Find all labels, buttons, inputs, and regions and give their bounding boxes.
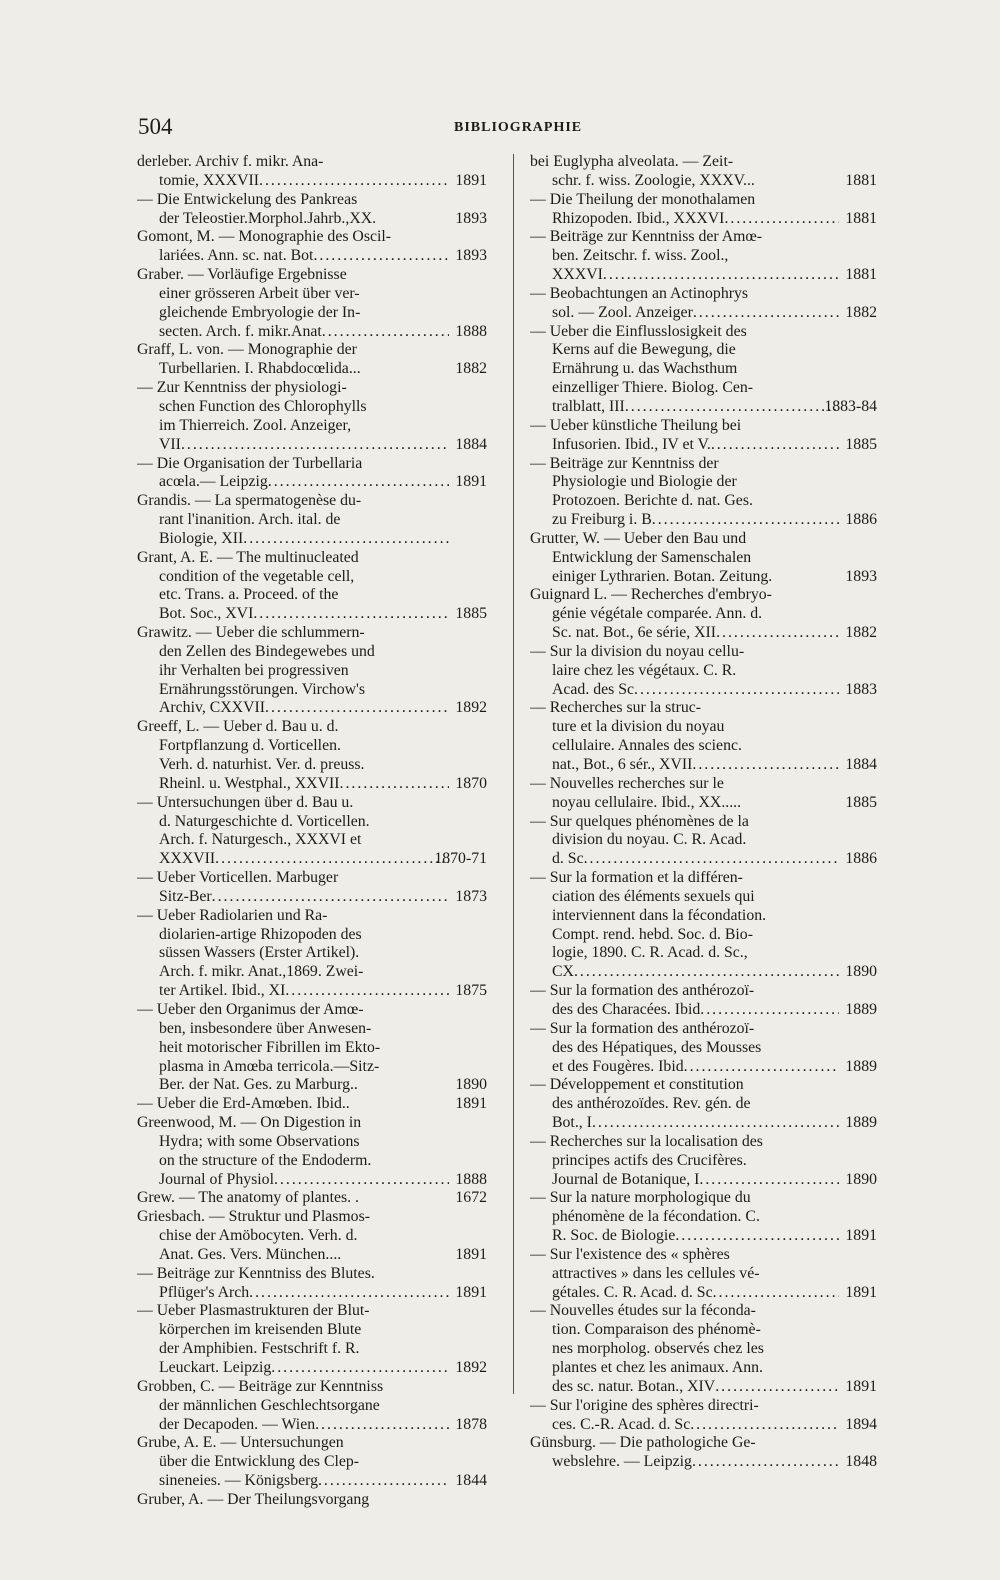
- entry-text: génie végétale comparée. Ann. d.: [552, 605, 763, 623]
- dot-leader: [285, 982, 449, 1001]
- bibliography-entry: [137, 1095, 487, 1114]
- bibliography-entry: [530, 455, 877, 530]
- entry-text: Guignard L. — Recherches d'embryo-: [530, 586, 772, 604]
- entry-text: cellulaire. Annales des scienc.: [552, 737, 742, 755]
- entry-text: principes actifs des Crucifères.: [552, 1151, 747, 1169]
- entry-text: etc. Trans. a. Proceed. of the: [159, 586, 339, 604]
- entry-text: on the structure of the Endoderm.: [159, 1151, 372, 1169]
- bibliography-entry: [137, 1491, 487, 1510]
- entry-year: 1870: [455, 774, 487, 792]
- entry-text: Bot., I: [552, 1114, 592, 1132]
- dot-leader: [692, 1453, 839, 1472]
- entry-year: 1891: [845, 1283, 877, 1301]
- entry-text: — Sur la nature morphologique du: [530, 1189, 751, 1207]
- left-column: [137, 153, 487, 1510]
- entry-text: chise der Amöbocyten. Verh. d.: [159, 1227, 358, 1245]
- dot-leader: [340, 775, 449, 794]
- entry-text: — Nouvelles recherches sur le: [530, 774, 724, 792]
- entry-text: schen Function des Chlorophylls: [159, 397, 367, 415]
- entry-text: Griesbach. — Struktur und Plasmos-: [137, 1208, 370, 1226]
- dot-leader: [313, 247, 449, 266]
- entry-text: Acad. des Sc: [552, 680, 635, 698]
- entry-text: acœla.— Leipzig: [159, 473, 268, 491]
- entry-text: sineneies. — Königsberg: [159, 1472, 318, 1490]
- dot-leader: [212, 888, 449, 907]
- entry-year: 1881: [845, 209, 877, 227]
- entry-text: — Die Organisation der Turbellaria: [137, 454, 363, 472]
- entry-text: Anat. Ges. Vers. München....: [159, 1245, 342, 1263]
- dot-leader: [700, 1001, 839, 1020]
- entry-year: 1894: [845, 1415, 877, 1433]
- bibliography-entry: [137, 869, 487, 907]
- bibliography-entry: [137, 266, 487, 341]
- entry-year: 1873: [455, 887, 487, 905]
- entry-text: — Sur quelques phénomènes de la: [530, 812, 749, 830]
- dot-leader: [634, 681, 839, 700]
- entry-text: ben, insbesondere über Anwesen-: [159, 1019, 372, 1037]
- entry-year: 1893: [455, 209, 487, 227]
- entry-text: — Untersuchungen über d. Bau u.: [137, 793, 354, 811]
- entry-text: Turbellarien. I. Rhabdocœlida...: [159, 360, 361, 378]
- entry-text: Rheinl. u. Westphal., XXVII: [159, 774, 340, 792]
- entry-year: 1891: [455, 1283, 487, 1301]
- entry-text: zu Freiburg i. B: [552, 511, 652, 529]
- entry-text: ben. Zeitschr. f. wiss. Zool.,: [552, 247, 729, 265]
- bibliography-entry: [137, 549, 487, 624]
- entry-text: logie, 1890. C. R. Acad. d. Sc.,: [552, 944, 748, 962]
- entry-text: — Ueber Vorticellen. Marbuger: [137, 869, 339, 887]
- entry-text: phénomène de la fécondation. C.: [552, 1208, 760, 1226]
- entry-year: 1890: [845, 1170, 877, 1188]
- entry-year: 1881: [845, 266, 877, 284]
- entry-year: 1870-71: [434, 850, 487, 868]
- dot-leader: [652, 511, 839, 530]
- entry-text: laire chez les végétaux. C. R.: [552, 661, 737, 679]
- entry-text: — Recherches sur la localisation des: [530, 1132, 763, 1150]
- bibliography-entry: [530, 869, 877, 982]
- bibliography-entry: [530, 285, 877, 323]
- entry-text: Grandis. — La spermatogenèse du-: [137, 492, 362, 510]
- entry-text: XXXVI: [552, 266, 603, 284]
- entry-text: d. Naturgeschichte d. Vorticellen.: [159, 812, 370, 830]
- entry-text: Arch. f. mikr. Anat.,1869. Zwei-: [159, 963, 364, 981]
- entry-text: — Beiträge zur Kenntniss des Blutes.: [137, 1264, 375, 1282]
- bibliography-entry: [530, 323, 877, 417]
- entry-text: körperchen im kreisenden Blute: [159, 1321, 362, 1339]
- bibliography-entry: [137, 1434, 487, 1491]
- bibliography-entry: [137, 153, 487, 191]
- entry-text: Grew. — The anatomy of plantes. .: [137, 1189, 359, 1207]
- dot-leader: [690, 1416, 839, 1435]
- entry-text: Gomont, M. — Monographie des Oscil-: [137, 228, 392, 246]
- entry-text: derleber. Archiv f. mikr. Ana-: [137, 153, 324, 170]
- entry-text: süssen Wassers (Erster Artikel).: [159, 944, 360, 962]
- dot-leader: [716, 624, 839, 643]
- bibliography-entry: [137, 1189, 487, 1208]
- dot-leader: [693, 304, 839, 323]
- dot-leader: [181, 436, 449, 455]
- entry-text: gétales. C. R. Acad. d. Sc: [552, 1283, 713, 1301]
- entry-year: 1883: [845, 680, 877, 698]
- entry-year: 1888: [455, 1170, 487, 1188]
- bibliography-entry: [137, 1378, 487, 1435]
- entry-year: 1882: [455, 360, 487, 378]
- entry-text: nes morpholog. observés chez les: [552, 1340, 764, 1358]
- entry-text: — Sur la division du noyau cellu-: [530, 642, 745, 660]
- bibliography-entry: [530, 1246, 877, 1303]
- bibliography-entry: [137, 1302, 487, 1377]
- dot-leader: [315, 1416, 449, 1435]
- entry-text: Grant, A. E. — The multinucleated: [137, 548, 359, 566]
- dot-leader: [268, 473, 449, 492]
- dot-leader: [318, 1472, 449, 1491]
- entry-text: — Ueber die Einflusslosigkeit des: [530, 322, 747, 340]
- dot-leader: [243, 530, 449, 549]
- entry-text: der Decapoden. — Wien: [159, 1415, 316, 1433]
- entry-text: Physiologie und Biologie der: [552, 473, 737, 491]
- entry-year: 1891: [455, 171, 487, 189]
- entry-year: 1884: [845, 756, 877, 773]
- bibliography-entry: [530, 228, 877, 285]
- entry-text: Grutter, W. — Ueber den Bau und: [530, 529, 747, 547]
- dot-leader: [684, 1058, 839, 1077]
- page-number: 504: [138, 114, 173, 139]
- entry-text: des sc. natur. Botan., XIV: [552, 1377, 716, 1395]
- entry-text: ihr Verhalten bei progressiven: [159, 661, 349, 679]
- entry-text: ture et la division du noyau: [552, 718, 725, 736]
- entry-year: 1891: [455, 473, 487, 491]
- bibliography-entry: [530, 530, 877, 587]
- entry-text: Entwicklung der Samenschalen: [552, 548, 752, 566]
- entry-text: d. Sc: [552, 850, 584, 868]
- entry-year: 1882: [845, 303, 877, 321]
- entry-text: R. Soc. de Biologie: [552, 1227, 676, 1245]
- dot-leader: [711, 436, 839, 455]
- entry-text: — Nouvelles études sur la féconda-: [530, 1302, 756, 1320]
- dot-leader: [274, 1171, 449, 1190]
- entry-text: des des Hépatiques, des Mousses: [552, 1038, 762, 1056]
- entry-text: — Beiträge zur Kenntniss der: [530, 454, 719, 472]
- entry-text: Fortpflanzung d. Vorticellen.: [159, 737, 341, 755]
- dot-leader: [715, 1378, 839, 1397]
- dot-leader: [271, 1359, 449, 1378]
- entry-text: — Développement et constitution: [530, 1076, 744, 1094]
- entry-year: 1882: [845, 624, 877, 642]
- entry-year: 1885: [845, 793, 877, 811]
- entry-year: 1890: [455, 1076, 487, 1094]
- entry-text: division du noyau. C. R. Acad.: [552, 831, 747, 849]
- entry-text: — Ueber künstliche Theilung bei: [530, 416, 742, 434]
- entry-text: einiger Lythrarien. Botan. Zeitung.: [552, 567, 773, 585]
- dot-leader: [675, 1227, 839, 1246]
- entry-text: condition of the vegetable cell,: [159, 567, 355, 585]
- dot-leader: [574, 963, 839, 982]
- entry-text: — Sur l'existence des « sphères: [530, 1245, 730, 1263]
- entry-text: — Ueber Radiolarien und Ra-: [137, 906, 328, 924]
- entry-text: — Beiträge zur Kenntniss der Amœ-: [530, 228, 763, 246]
- entry-year: 1844: [455, 1472, 487, 1490]
- entry-text: des anthérozoïdes. Rev. gén. de: [552, 1095, 751, 1113]
- dot-leader: [265, 699, 449, 718]
- dot-leader: [253, 605, 449, 624]
- running-head: BIBLIOGRAPHIE: [454, 120, 583, 135]
- entry-text: über die Entwicklung des Clep-: [159, 1453, 360, 1471]
- right-column: [530, 153, 877, 1472]
- entry-text: Sitz-Ber: [159, 887, 212, 905]
- entry-text: Graber. — Vorläufige Ergebnisse: [137, 266, 347, 284]
- entry-text: Sc. nat. Bot., 6e série, XII: [552, 624, 717, 642]
- entry-text: — Die Entwickelung des Pankreas: [137, 190, 358, 208]
- entry-text: den Zellen des Bindegewebes und: [159, 642, 375, 660]
- entry-text: Archiv, CXXVII: [159, 699, 266, 717]
- entry-text: der Teleostier.Morphol.Jahrb.,XX.: [159, 209, 377, 227]
- entry-year: 1890: [845, 963, 877, 981]
- entry-year: 1881: [845, 171, 877, 189]
- entry-year: 1892: [455, 1359, 487, 1376]
- entry-text: webslehre. — Leipzig: [552, 1453, 692, 1471]
- entry-text: heit motorischer Fibrillen im Ekto-: [159, 1038, 381, 1056]
- bibliography-entry: [530, 191, 877, 229]
- entry-text: Ber. der Nat. Ges. zu Marburg..: [159, 1076, 358, 1094]
- entry-text: ter Artikel. Ibid., XI: [159, 982, 286, 1000]
- entry-year: 1889: [845, 1000, 877, 1018]
- entry-text: — Sur l'origine des sphères directri-: [530, 1396, 759, 1414]
- entry-text: — Die Theilung der monothalamen: [530, 190, 756, 208]
- entry-text: Hydra; with some Observations: [159, 1132, 360, 1150]
- entry-text: der männlichen Geschlechtsorgane: [159, 1396, 380, 1414]
- dot-leader: [215, 850, 449, 869]
- page-header: [0, 114, 1000, 144]
- entry-text: Gruber, A. — Der Theilungsvorgang: [137, 1490, 370, 1508]
- entry-text: Arch. f. Naturgesch., XXXVI et: [159, 831, 362, 849]
- bibliography-entry: [530, 982, 877, 1020]
- entry-text: des des Characées. Ibid: [552, 1000, 701, 1018]
- entry-text: Pflüger's Arch: [159, 1283, 250, 1301]
- entry-text: einer grösseren Arbeit über ver-: [159, 284, 360, 302]
- entry-year: 1885: [845, 435, 877, 453]
- bibliography-entry: [530, 586, 877, 643]
- dot-leader: [713, 1284, 839, 1303]
- entry-text: tralblatt, III: [552, 397, 625, 415]
- entry-text: Rhizopoden. Ibid., XXXVI: [552, 209, 725, 227]
- dot-leader: [322, 323, 449, 342]
- bibliography-entry: [137, 191, 487, 229]
- bibliography-entry: [137, 1208, 487, 1265]
- entry-text: — Zur Kenntniss der physiologi-: [137, 379, 347, 397]
- entry-year: 1885: [455, 605, 487, 623]
- entry-text: — Sur la formation des anthérozoï-: [530, 982, 755, 1000]
- entry-text: Greenwood, M. — On Digestion in: [137, 1114, 362, 1132]
- entry-text: schr. f. wiss. Zoologie, XXXV...: [552, 171, 755, 189]
- entry-text: CX: [552, 963, 574, 981]
- bibliography-entry: [137, 341, 487, 379]
- entry-text: Graff, L. von. — Monographie der: [137, 341, 357, 359]
- entry-text: tion. Comparaison des phénomè-: [552, 1321, 761, 1339]
- entry-text: Biologie, XII: [159, 529, 244, 547]
- entry-text: plasma in Amœba terricola.—Sitz-: [159, 1057, 380, 1075]
- entry-year: 1888: [455, 322, 487, 340]
- entry-text: Grobben, C. — Beiträge zur Kenntniss: [137, 1377, 384, 1395]
- entry-text: rant l'inanition. Arch. ital. de: [159, 511, 341, 529]
- entry-year: 1884: [455, 435, 487, 453]
- bibliography-entry: [137, 794, 487, 869]
- bibliography-entry: [530, 1434, 877, 1472]
- entry-text: Leuckart. Leipzig: [159, 1359, 272, 1376]
- entry-text: XXXVII: [159, 850, 216, 868]
- entry-year: 1893: [455, 247, 487, 265]
- entry-year: 1893: [845, 567, 877, 585]
- entry-text: lariées. Ann. sc. nat. Bot: [159, 247, 314, 265]
- dot-leader: [724, 210, 839, 229]
- bibliography-entry: [530, 417, 877, 455]
- entry-text: — Recherches sur la struc-: [530, 699, 702, 717]
- entry-year: 1889: [845, 1057, 877, 1075]
- bibliography-entry: [137, 455, 487, 493]
- bibliography-entry: [137, 907, 487, 1001]
- entry-text: — Ueber die Erd-Amœben. Ibid..: [137, 1095, 350, 1113]
- entry-text: sol. — Zool. Anzeiger: [552, 303, 693, 321]
- entry-year: 1878: [455, 1415, 487, 1433]
- entry-text: Ernährungsstörungen. Virchow's: [159, 680, 366, 698]
- dot-leader: [699, 1171, 839, 1190]
- entry-text: Journal of Physiol: [159, 1170, 274, 1188]
- entry-text: attractives » dans les cellules vé-: [552, 1264, 760, 1282]
- bibliography-entry: [137, 718, 487, 793]
- entry-text: — Sur la formation des anthérozoï-: [530, 1019, 755, 1037]
- bibliography-entry: [137, 1001, 487, 1095]
- entry-text: VII: [159, 435, 181, 453]
- bibliography-entry: [530, 699, 877, 774]
- bibliography-entry: [530, 153, 877, 191]
- entry-text: bei Euglypha alveolata. — Zeit-: [530, 153, 734, 170]
- dot-leader: [603, 266, 839, 285]
- entry-text: Greeff, L. — Ueber d. Bau u. d.: [137, 718, 339, 736]
- entry-text: Günsburg. — Die pathologiche Ge-: [530, 1434, 756, 1452]
- entry-text: Ernährung u. das Wachsthum: [552, 360, 738, 378]
- bibliography-entry: [530, 1133, 877, 1190]
- bibliography-entry: [530, 1302, 877, 1396]
- entry-text: ces. C.-R. Acad. d. Sc: [552, 1415, 691, 1433]
- entry-text: plantes et chez les animaux. Ann.: [552, 1359, 763, 1376]
- entry-text: secten. Arch. f. mikr.Anat: [159, 322, 322, 340]
- entry-year: 1891: [845, 1377, 877, 1395]
- entry-text: Kerns auf die Bewegung, die: [552, 341, 736, 359]
- entry-text: Grawitz. — Ueber die schlummern-: [137, 624, 365, 642]
- entry-year: 1886: [845, 511, 877, 529]
- dot-leader: [625, 398, 839, 417]
- entry-text: interviennent dans la fécondation.: [552, 906, 767, 924]
- entry-text: Grube, A. E. — Untersuchungen: [137, 1434, 344, 1452]
- entry-text: Bot. Soc., XVI: [159, 605, 254, 623]
- entry-text: Compt. rend. hebd. Soc. d. Bio-: [552, 925, 753, 943]
- bibliography-entry: [530, 813, 877, 870]
- bibliography-entry: [137, 492, 487, 549]
- column-divider: [513, 154, 514, 1394]
- entry-year: 1883-84: [824, 397, 877, 415]
- entry-text: einzelliger Thiere. Biolog. Cen-: [552, 379, 754, 397]
- entry-year: 1886: [845, 850, 877, 868]
- entry-text: nat., Bot., 6 sér., XVII: [552, 756, 693, 773]
- entry-year: 1875: [455, 982, 487, 1000]
- entry-text: Journal de Botanique, I: [552, 1170, 700, 1188]
- entry-text: — Ueber den Organimus der Amœ-: [137, 1000, 364, 1018]
- entry-text: gleichende Embryologie der In-: [159, 303, 361, 321]
- entry-year: 1891: [455, 1095, 487, 1113]
- dot-leader: [692, 756, 839, 775]
- bibliography-entry: [137, 379, 487, 454]
- entry-text: ciation des éléments sexuels qui: [552, 887, 755, 905]
- bibliography-entry: [137, 624, 487, 718]
- entry-text: noyau cellulaire. Ibid., XX.....: [552, 793, 742, 811]
- bibliography-entry: [137, 1114, 487, 1189]
- entry-text: Protozoen. Berichte d. nat. Ges.: [552, 492, 753, 510]
- entry-year: 1672: [455, 1189, 487, 1207]
- entry-text: Infusorien. Ibid., IV et V.: [552, 435, 711, 453]
- entry-year: 1889: [845, 1114, 877, 1132]
- entry-text: et des Fougères. Ibid: [552, 1057, 684, 1075]
- dot-leader: [592, 1114, 839, 1133]
- entry-text: Verh. d. naturhist. Ver. d. preuss.: [159, 756, 365, 773]
- entry-year: 1891: [455, 1245, 487, 1263]
- bibliography-entry: [530, 1397, 877, 1435]
- bibliography-entry: [530, 643, 877, 700]
- bibliography-entry: [530, 775, 877, 813]
- bibliography-entry: [530, 1020, 877, 1077]
- entry-text: der Amphibien. Festschrift f. R.: [159, 1340, 360, 1358]
- entry-year: 1891: [845, 1227, 877, 1245]
- dot-leader: [249, 1284, 449, 1303]
- entry-text: im Thierreich. Zool. Anzeiger,: [159, 416, 352, 434]
- entry-year: 1848: [845, 1453, 877, 1471]
- entry-text: diolarien-artige Rhizopoden des: [159, 925, 362, 943]
- entry-text: — Ueber Plasmastrukturen der Blut-: [137, 1302, 370, 1320]
- bibliography-entry: [530, 1189, 877, 1246]
- entry-text: — Sur la formation et la différen-: [530, 869, 743, 887]
- dot-leader: [259, 172, 449, 191]
- entry-text: tomie, XXXVII: [159, 171, 260, 189]
- dot-leader: [584, 850, 839, 869]
- entry-text: — Beobachtungen an Actinophrys: [530, 284, 749, 302]
- bibliography-entry: [530, 1076, 877, 1133]
- bibliography-entry: [137, 1265, 487, 1303]
- bibliography-entry: [137, 228, 487, 266]
- entry-year: 1892: [455, 699, 487, 717]
